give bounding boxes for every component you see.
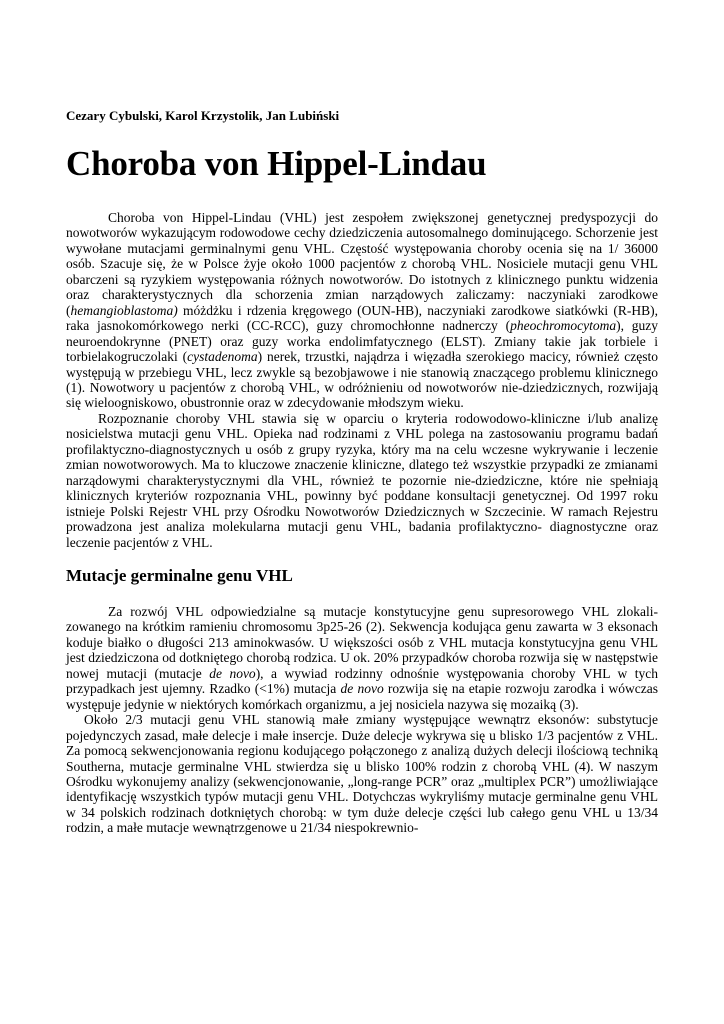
text-segment: ), a wywiad rodzinny odnośnie występowania choroby VHL w tych przypadkach jest ujemny. Rzadko (<1%) mutacja bbox=[66, 665, 658, 697]
document-page bbox=[66, 108, 658, 836]
italic-term: de novo bbox=[209, 665, 256, 681]
text-segment: ), guzy neuroendokrynne (PNET) oraz guzy worka endolimfatycznego (ELST). Zmiany takie jak torbiele i torbielakogruczolaki ( bbox=[66, 318, 658, 365]
text-segment: Za rozwój VHL odpowiedzialne są mutacje konstytucyjne genu supresorowego VHL zlokalizowanego na krótkim ramieniu chromosomu 3p25-26 (2). Sekwencja kodująca genu zawarta w 3 eksonach koduje białko o długości 213 aminokwasów. U większości osób z VHL mutacja konstytucyjna genu VHL jest dziedziczona od dotkniętego chorobą rodzica. U ok. 20% przypadków choroba rozwija się w następstwie nowej mutacji (mutacje bbox=[66, 603, 658, 681]
intro-paragraph-1 bbox=[66, 210, 658, 411]
section-heading: Mutacje germinalne genu VHL bbox=[66, 565, 293, 585]
italic-term: de novo bbox=[340, 681, 384, 697]
italic-term: cystadenoma bbox=[187, 349, 258, 365]
intro-paragraph-2: Rozpoznanie choroby VHL stawia się w oparciu o kryteria rodowodowo-kliniczne i/lub analizę nosicielstwa mutacji genu VHL. Opieka nad rodzinami z VHL polega na zastosowaniu programu badań profilaktyczno-diagnostycznych u osób z grupy ryzyka, który ma na celu wczesne wykrywanie i leczenie zmian nowotworowych. Ma to kluczowe znaczenie kliniczne, dlatego też wszystkie przypadki ze zmianami narządowymi charakterystycznymi dla VHL, również te pozornie nie-dziedziczne, które nie spełniają klinicznych kryteriów rozpoznania VHL, powinny być poddane konsultacji genetycznej. Od 1997 roku istnieje Polski Rejestr VHL przy Ośrodku Nowotworów Dziedzicznych w Szczecinie. W ramach Rejestru prowadzona jest analiza molekularna mutacji genu VHL, badania profilaktyczno- diagnostyczne oraz leczenie pacjentów z VHL. bbox=[66, 410, 658, 550]
page-title: Choroba von Hippel-Lindau bbox=[66, 144, 487, 183]
authors-line: Cezary Cybulski, Karol Krzystolik, Jan Lubiński bbox=[66, 108, 340, 123]
section-paragraph-2: Około 2/3 mutacji genu VHL stanowią małe zmiany występujące wewnątrz eksonów: substytucje pojedynczych zasad, małe delecje i małe insercje. Duże delecje wykrywa się u blisko 1/3 pacjentów z VHL. Za pomocą sekwencjonowania regionu kodującego połączonego z analizą dużych delecji ilościową techniką Southerna, mutacje germinalne VHL stwierdza się u blisko 100% rodzin z chorobą VHL (4). W naszym Ośrodku wykonujemy analizy (sekwencjonowanie, „long-range PCR” oraz „multiplex PCR”) umożliwiające identyfikację wszystkich typów mutacji genu VHL. Dotychczas wykryliśmy mutacje germinalne genu VHL w 34 polskich rodzinach dotkniętych chorobą: w tym duże delecje części lub całego genu VHL u 13/34 rodzin, a małe mutacje wewnątrzgenowe u 21/34 niespokrewnio- bbox=[66, 712, 658, 836]
section-paragraph-1 bbox=[66, 604, 658, 712]
italic-term: hemangioblastoma) bbox=[70, 302, 178, 318]
text-segment: ) nerek, trzustki, najądrza i więzadła szerokiego macicy, również często występują w przebiegu VHL, lecz zwykle są bezobjawowe i nie stanowią znaczącego problemu klinicznego (1). Nowotwory u pacjentów z chorobą VHL, w odróżnieniu od nowotworów nie-dziedzicznych, rozwijają się wieloogniskowo, obustronnie oraz w zdecydowanie młodszym wieku. bbox=[66, 349, 658, 411]
italic-term: pheochromocytoma bbox=[510, 318, 617, 334]
text-segment: móżdżku i rdzenia kręgowego (OUN-HB), naczyniaki zarodkowe siatkówki (R-HB), raka jasnokomórkowego nerki (CC-RCC), guzy chromochłonne nadnerczy ( bbox=[66, 302, 658, 334]
text-segment: Choroba von Hippel-Lindau (VHL) jest zespołem zwiększonej genetycznej predyspozycji do nowotworów wykazującym rodowodowe cechy dziedziczenia autosomalnego dominującego. Schorzenie jest wywołane mutacjami germinalnymi genu VHL. Częstość występowania choroby ocenia się na 1/ 36000 osób. Szacuje się, że w Polsce żyje około 1000 pacjentów z chorobą VHL. Nosiciele mutacji genu VHL obarczeni są ryzykiem występowania różnych nowotworów. Do istotnych z klinicznego punktu widzenia oraz charakterystycznych dla schorzenia zmian narządowych zaliczamy: naczyniaki zarodkowe ( bbox=[66, 210, 658, 318]
text-segment: rozwija się na etapie rozwoju zarodka i wówczas występuje jedynie w niektórych komórkach organizmu, a jej nosiciela nazywa się mozaiką (3). bbox=[66, 681, 659, 712]
